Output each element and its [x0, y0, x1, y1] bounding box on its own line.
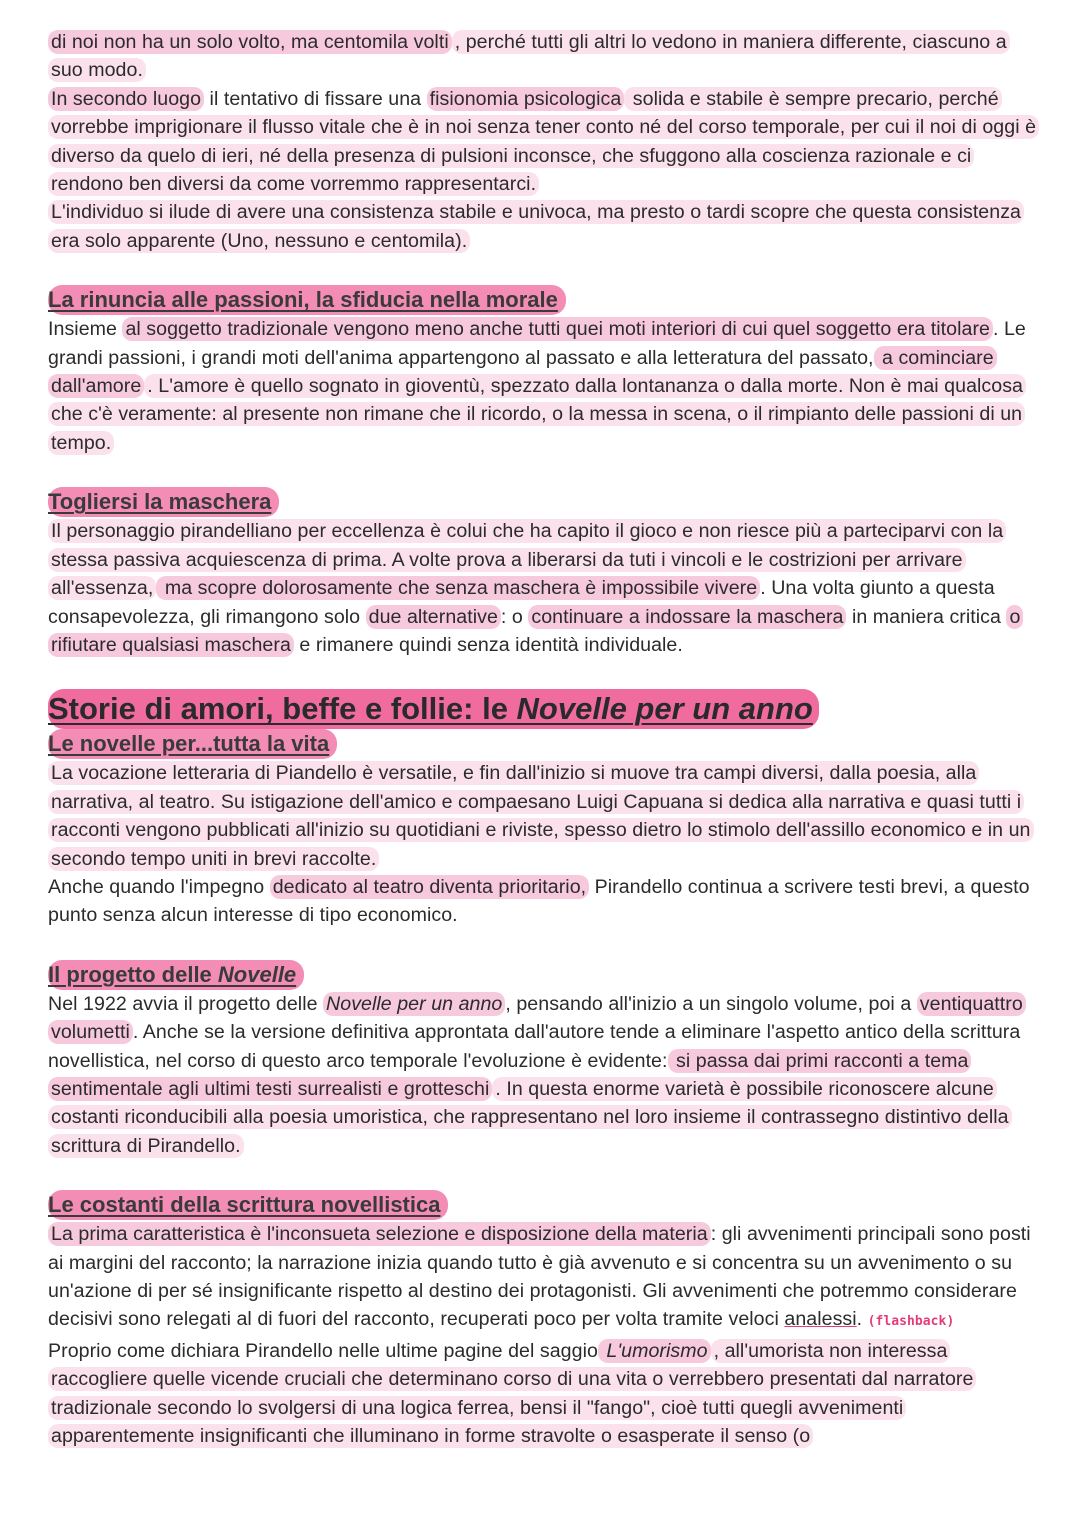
highlight: ventiquattro volumetti: [48, 992, 1026, 1044]
highlight: L'individuo si ilude di avere una consistenza stabile e univoca, ma presto o tardi scopre che questa consistenza era solo apparente (Uno, nessuno e centomila).: [48, 200, 1024, 252]
highlight: Novelle per un anno: [323, 992, 505, 1016]
paragraph: [48, 990, 1040, 1160]
text: . Anche se la versione definitiva approntata dall'autore tende a eliminare l'aspetto antico della scrittura novellistica, nel corso di questo arco temporale l'evoluzione è evidente:: [48, 1021, 1021, 1072]
highlight: . In questa enorme varietà è possibile riconoscere alcune costanti riconducibili alla poesia umoristica, che rappresentano nel loro insieme il contrassegno distintivo della scrittura di Pirandello.: [48, 1077, 1012, 1158]
section-heading: Togliersi la maschera: [48, 487, 279, 517]
highlight: si passa dai primi racconti a tema sentimentale agli ultimi testi surrealisti e grotteschi: [48, 1049, 971, 1101]
paragraph: [48, 1220, 1040, 1337]
highlight: solida e stabile è sempre precario, perché vorrebbe imprigionare il flusso vitale che è in noi senza tener conto né del corso temporale, per cui il noi di oggi è diverso da quelo di ieri, né della presenza di pulsioni inconsce, che sfuggono alla coscienza razionale e ci rendono ben diversi da come vorremmo rappresentarci.: [48, 87, 1039, 196]
highlight: due alternative: [366, 605, 501, 629]
highlight: Il personaggio pirandelliano per eccellenza è colui che ha capito il gioco e non riesce più a parteciparvi con la stessa passiva acquiescenza di prima. A volte prova a liberarsi da tuti i vincoli e le costrizioni per arrivare all'essenza,: [48, 519, 1006, 600]
section-heading: Le novelle per...tutta la vita: [48, 729, 337, 759]
paragraph: [48, 873, 1040, 930]
highlight: In secondo luogo: [48, 87, 204, 111]
paragraph: [48, 1337, 1040, 1451]
highlight: fisionomia psicologica: [427, 87, 625, 111]
highlight: , all'umorista non interessa raccogliere quelle vicende cruciali che determinano corso di una vita o verrebbero presentati dal narratore tradizionale secondo lo svolgersi di una logica ferrea, bensi il "fango", cioè tutti quegli avvenimenti apparentemente insignificanti che illuminano in forme stravolte o esasperate il senso (o: [48, 1339, 976, 1448]
paragraph: [48, 28, 1040, 85]
chapter-title: [48, 689, 819, 729]
underlined-term: analessi: [784, 1308, 857, 1331]
paragraph: [48, 759, 1040, 873]
paragraph: [48, 85, 1040, 199]
text: Proprio come dichiara Pirandello nelle ultime pagine del saggio: [48, 1339, 598, 1362]
highlight: al soggetto tradizionale vengono meno anche tutti quei moti interiori di cui quel soggetto era titolare: [122, 317, 993, 341]
highlight: . L'amore è quello sognato in gioventù, spezzato dalla lontananza o dalla morte. Non è mai qualcosa che c'è veramente: al presente non rimane che il ricordo, o la messa in scena, o il rimpianto delle passioni di un tempo.: [48, 374, 1026, 455]
highlight: La prima caratteristica è l'inconsueta selezione e disposizione della materia: [48, 1222, 711, 1246]
highlight: La vocazione letteraria di Piandello è versatile, e fin dall'inizio si muove tra campi diversi, dalla poesia, alla narrativa, al teatro. Su istigazione dell'amico e compaesano Luigi Capuana si dedica alla narrativa e quasi tutti i racconti vengono pubblicati all'inizio su quotidiani e riviste, spesso dietro lo stimolo dell'assillo economico e in un secondo tempo uniti in brevi raccolte.: [48, 761, 1034, 870]
highlight: o rifiutare qualsiasi maschera: [48, 605, 1023, 657]
text: : o: [500, 605, 529, 628]
section-heading: La rinuncia alle passioni, la sfiducia nella morale: [48, 285, 566, 315]
text: . Una volta giunto a questa consapevolezza, gli rimangono solo: [48, 577, 995, 628]
highlight: di noi non ha un solo volto, ma centomila volti: [48, 30, 452, 54]
text: Nel 1922 avvia il progetto delle: [48, 992, 324, 1015]
paragraph: [48, 198, 1040, 255]
highlight: continuare a indossare la maschera: [528, 605, 846, 629]
highlight: , perché tutti gli altri lo vedono in maniera differente, ciascuno a suo modo.: [48, 30, 1010, 82]
heading-text: Il progetto delle: [48, 961, 218, 987]
text: . Le grandi passioni, i grandi moti dell'anima appartengono al passato e alla letteratura del passato,: [48, 318, 1026, 369]
section-heading: [48, 960, 304, 990]
text: il tentativo di fissare una: [204, 87, 427, 110]
paragraph: [48, 315, 1040, 457]
text: : gli avvenimenti principali sono posti ai margini del racconto; la narrazione inizia quando tutto è già avvenuto e si concentra su un avvenimento o su un'azione di per sé insignificante rispetto al destino dei protagonisti. Gli avvenimenti che potremmo considerare decisivi sono relegati al di fuori del racconto, recuperati poco per volta tramite veloci: [48, 1223, 1031, 1331]
text: .: [856, 1308, 863, 1331]
text: in maniera critica: [846, 605, 1007, 628]
highlight: L'umorismo: [598, 1339, 711, 1363]
chapter-title-text: Storie di amori, beffe e follie: le: [48, 691, 517, 727]
paragraph: [48, 517, 1040, 659]
text: Anche quando l'impegno: [48, 875, 270, 898]
section-heading: Le costanti della scrittura novellistica: [48, 1190, 448, 1220]
text: , pensando all'inizio a un singolo volume, poi a: [505, 992, 917, 1015]
text: Insieme: [48, 318, 123, 341]
heading-italic: Novelle: [217, 961, 297, 987]
handwritten-note: (flashback): [867, 1314, 955, 1330]
chapter-title-italic: Novelle per un anno: [516, 691, 813, 727]
highlight: ma scopre dolorosamente che senza maschera è impossibile vivere: [156, 576, 760, 600]
text: Pirandello continua a scrivere testi brevi, a questo punto senza alcun interesse di tipo economico.: [48, 875, 1030, 927]
highlight: a cominciare dall'amore: [48, 346, 997, 398]
highlight: dedicato al teatro diventa prioritario,: [270, 875, 589, 899]
text: e rimanere quindi senza identità individuale.: [293, 633, 683, 656]
